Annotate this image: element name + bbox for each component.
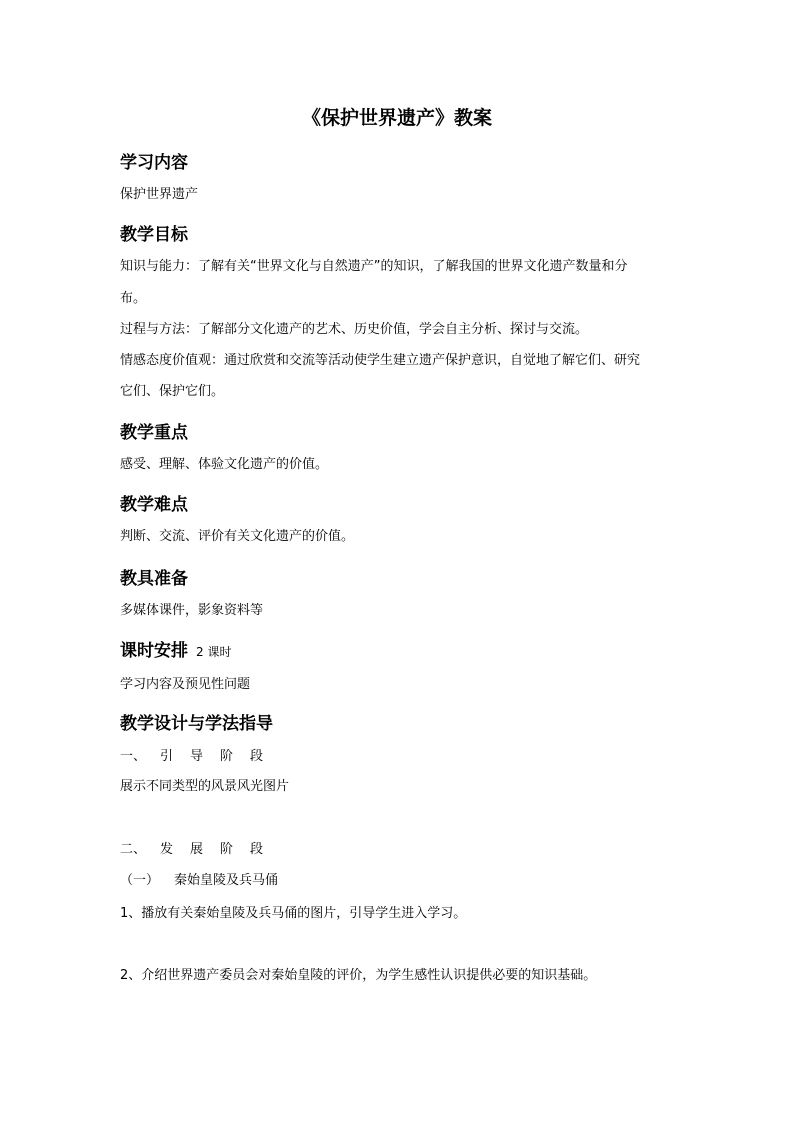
heading-key-points: 教学重点 bbox=[120, 423, 188, 443]
sub-section-number: （一） bbox=[120, 873, 160, 888]
heading-teaching-design: 教学设计与学法指导 bbox=[120, 714, 273, 734]
goal-emotion-line2: 它们、保护它们。 bbox=[120, 384, 225, 399]
goal-emotion-line1: 情感态度价值观：通过欣赏和交流等活动使学生建立遗产保护意识，自觉地了解它们、研究 bbox=[120, 353, 641, 368]
learning-content-text: 保护世界遗产 bbox=[120, 187, 199, 202]
stage-one-char: 段 bbox=[250, 749, 264, 764]
heading-learning-content: 学习内容 bbox=[120, 153, 188, 173]
teaching-tools-text: 多媒体课件，影象资料等 bbox=[120, 603, 264, 618]
sub-section-one bbox=[120, 865, 680, 896]
stage-two-number: 二、 bbox=[120, 842, 147, 857]
stage-two-char: 阶 bbox=[220, 842, 234, 857]
stage-one-number: 一、 bbox=[120, 749, 147, 764]
difficulties-text: 判断、交流、评价有关文化遗产的价值。 bbox=[120, 529, 355, 544]
stage-two-char: 发 bbox=[160, 842, 174, 857]
key-points-text: 感受、理解、体验文化遗产的价值。 bbox=[120, 457, 329, 472]
heading-schedule bbox=[120, 636, 231, 661]
schedule-text: 学习内容及预见性问题 bbox=[120, 677, 251, 692]
goal-knowledge-line1: 知识与能力：了解有关“世界文化与自然遗产”的知识，了解我国的世界文化遗产数量和分 bbox=[120, 259, 628, 274]
stage-two-char: 展 bbox=[190, 842, 204, 857]
stage-one-text: 展示不同类型的风景风光图片 bbox=[120, 779, 290, 794]
schedule-heading-label: 课时安排 bbox=[120, 641, 188, 661]
heading-teaching-tools: 教具准备 bbox=[120, 569, 188, 589]
list-item-1: 1、播放有关秦始皇陵及兵马俑的图片，引导学生进入学习。 bbox=[120, 906, 467, 921]
stage-two-heading bbox=[120, 834, 680, 865]
schedule-hours: 2 课时 bbox=[196, 645, 232, 659]
list-item-2: 2、介绍世界遗产委员会对秦始皇陵的评价，为学生感性认识提供必要的知识基础。 bbox=[120, 968, 597, 983]
goal-process: 过程与方法：了解部分文化遗产的艺术、历史价值，学会自主分析、探讨与交流。 bbox=[120, 322, 589, 337]
document-title: 《保护世界遗产》教案 bbox=[301, 107, 492, 129]
sub-section-title: 秦始皇陵及兵马俑 bbox=[174, 873, 279, 888]
stage-one-char: 导 bbox=[190, 749, 204, 764]
stage-one-char: 阶 bbox=[220, 749, 234, 764]
stage-one-char: 引 bbox=[160, 749, 174, 764]
goal-knowledge-line2: 布。 bbox=[120, 291, 147, 306]
stage-one-heading bbox=[120, 741, 680, 772]
stage-two-char: 段 bbox=[250, 842, 264, 857]
heading-teaching-goals: 教学目标 bbox=[120, 225, 188, 245]
heading-difficulties: 教学难点 bbox=[120, 495, 188, 515]
